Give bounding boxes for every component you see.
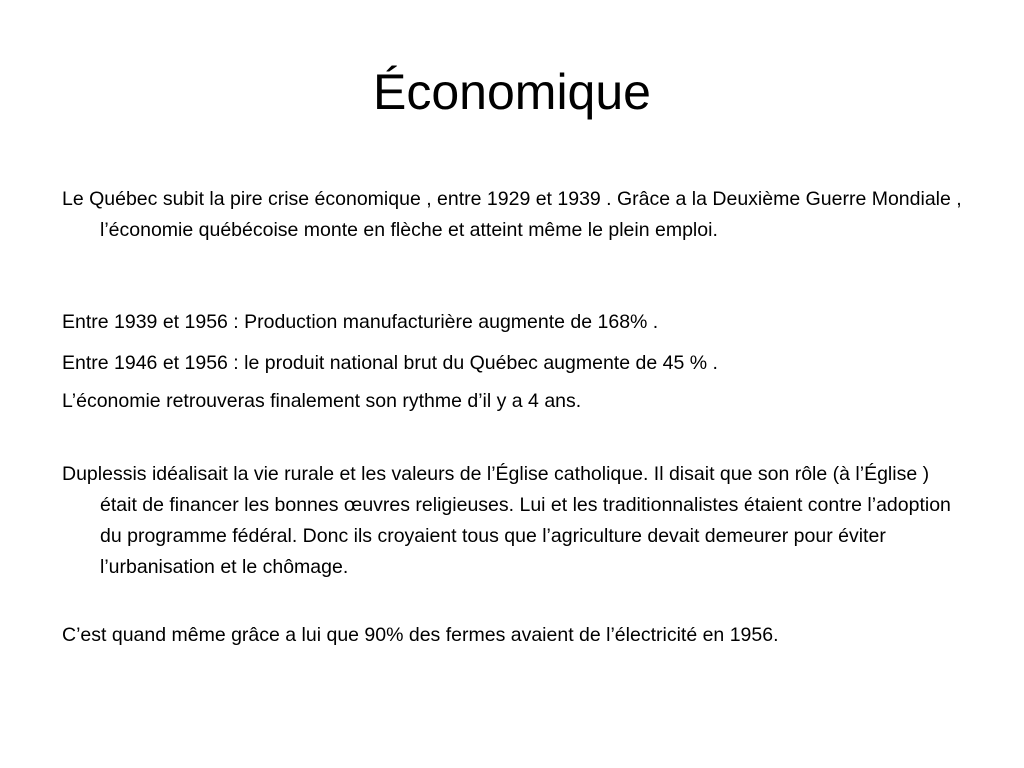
paragraph-crise-economique: Le Québec subit la pire crise économique , entre 1929 et 1939 . Grâce a la Deuxième Guerre Mondiale , l’économie québécoise monte en flèche et atteint même le plein emploi.	[62, 188, 962, 241]
paragraph-rythme-economie: L’économie retrouveras finalement son rythme d’il y a 4 ans.	[62, 390, 582, 412]
paragraph-produit-national-brut: Entre 1946 et 1956 : le produit national brut du Québec augmente de 45 % .	[62, 352, 718, 374]
slide-title: Économique	[373, 64, 651, 120]
paragraph-duplessis: Duplessis idéalisait la vie rurale et les valeurs de l’Église catholique. Il disait que son rôle (à l’Église ) était de financer les bonnes œuvres religieuses. Lui et les traditionnalistes étaient contre l’adoption du programme fédéral. Donc ils croyaient tous que l’agriculture devait demeurer pour éviter l’urbanisation et le chômage.	[62, 463, 951, 578]
paragraph-production-manufacturiere: Entre 1939 et 1956 : Production manufacturière augmente de 168% .	[62, 311, 659, 333]
paragraph-electricite-fermes: C’est quand même grâce a lui que 90% des fermes avaient de l’électricité en 1956.	[62, 624, 779, 646]
